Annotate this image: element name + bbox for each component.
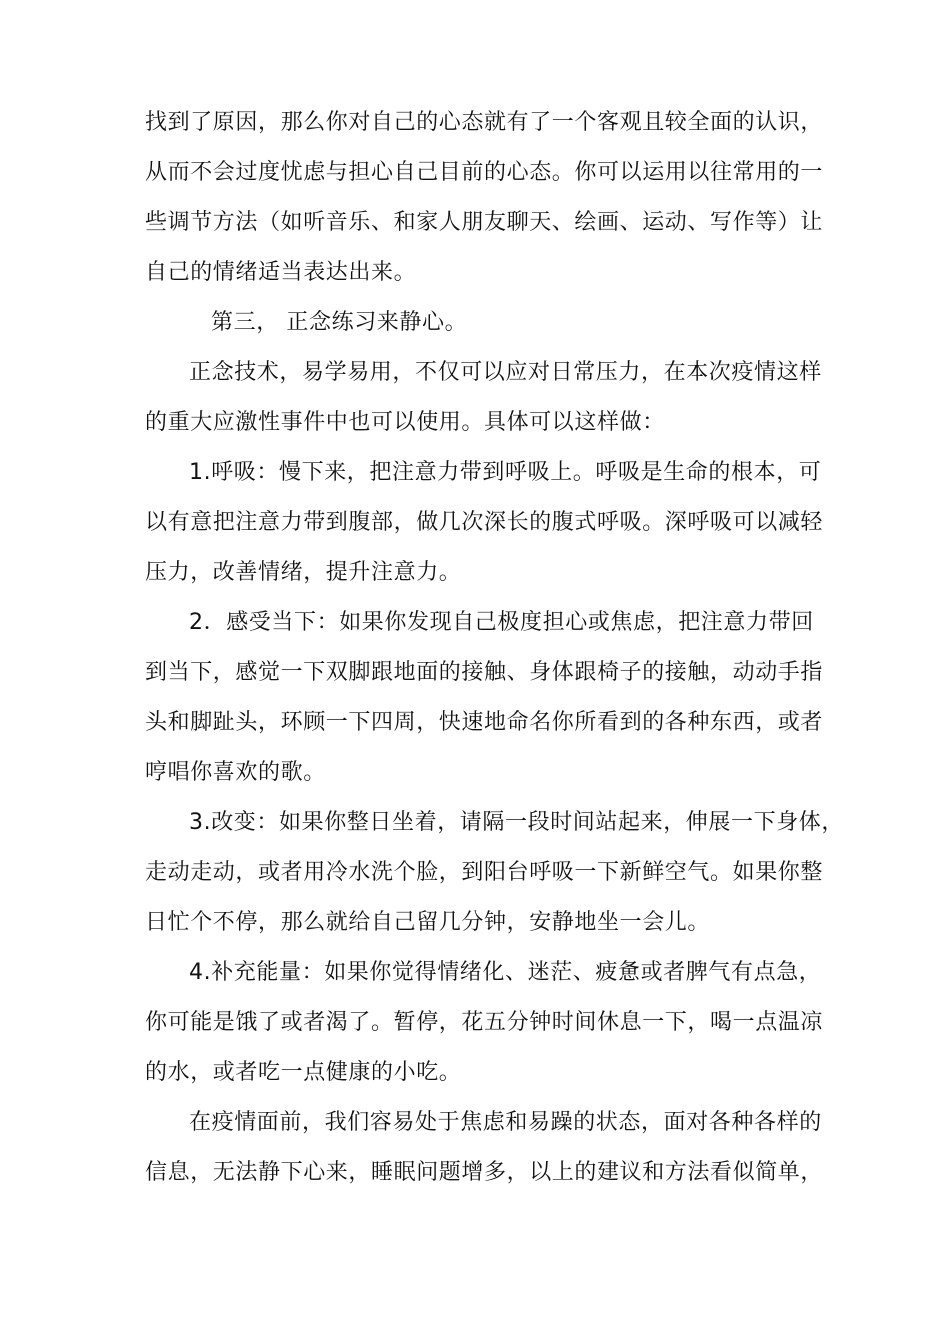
text-line: 到当下，感觉一下双脚跟地面的接触、身体跟椅子的接触，动动手指 bbox=[145, 660, 824, 685]
text-line: 正念技术，易学易用，不仅可以应对日常压力，在本次疫情这样 bbox=[189, 360, 822, 385]
text-line: 在疫情面前，我们容易处于焦虑和易躁的状态，面对各种各样的 bbox=[189, 1110, 822, 1135]
text-line: 头和脚趾头，环顾一下四周，快速地命名你所看到的各种东西，或者 bbox=[145, 710, 824, 735]
text-line: 走动走动，或者用冷水洗个脸，到阳台呼吸一下新鲜空气。如果你整 bbox=[145, 860, 824, 885]
paragraph-change bbox=[145, 798, 844, 948]
text-line: 以有意把注意力带到腹部，做几次深长的腹式呼吸。深呼吸可以减轻 bbox=[145, 510, 824, 535]
text-line: 4.补充能量：如果你觉得情绪化、迷茫、疲惫或者脾气有点急， bbox=[189, 960, 822, 985]
text-line: 你可能是饿了或者渴了。暂停，花五分钟时间休息一下，喝一点温凉 bbox=[145, 1010, 824, 1035]
text-line: 1.呼吸：慢下来，把注意力带到呼吸上。呼吸是生命的根本，可 bbox=[189, 460, 822, 485]
text-line: 自己的情绪适当表达出来。 bbox=[145, 260, 417, 285]
text-line: 2．感受当下：如果你发现自己极度担心或焦虑，把注意力带回 bbox=[189, 610, 814, 635]
text-line: 的重大应激性事件中也可以使用。具体可以这样做： bbox=[145, 410, 665, 435]
paragraph-continuation bbox=[145, 98, 825, 298]
text-line: 些调节方法（如听音乐、和家人朋友聊天、绘画、运动、写作等）让 bbox=[145, 210, 824, 235]
text-line: 哼唱你喜欢的歌。 bbox=[145, 760, 326, 785]
document-body bbox=[145, 98, 844, 1198]
paragraph-intro bbox=[145, 348, 825, 448]
paragraph-present bbox=[145, 598, 825, 798]
paragraph-conclusion bbox=[145, 1098, 825, 1198]
text-line: 压力，改善情绪，提升注意力。 bbox=[145, 560, 462, 585]
text-line: 3.改变：如果你整日坐着，请隔一段时间站起来，伸展一下身体， bbox=[189, 810, 844, 835]
heading-line: 第三， 正念练习来静心。 bbox=[211, 310, 468, 335]
paragraph-energy bbox=[145, 948, 825, 1098]
text-line: 的水，或者吃一点健康的小吃。 bbox=[145, 1060, 462, 1085]
text-line: 日忙个不停，那么就给自己留几分钟，安静地坐一会儿。 bbox=[145, 910, 711, 935]
text-line: 从而不会过度忧虑与担心自己目前的心态。你可以运用以往常用的一 bbox=[145, 160, 824, 185]
paragraph-breathing bbox=[145, 448, 825, 598]
text-line: 信息，无法静下心来，睡眠问题增多，以上的建议和方法看似简单， bbox=[145, 1160, 824, 1185]
section-heading bbox=[145, 298, 825, 348]
text-line: 找到了原因，那么你对自己的心态就有了一个客观且较全面的认识， bbox=[145, 110, 824, 135]
